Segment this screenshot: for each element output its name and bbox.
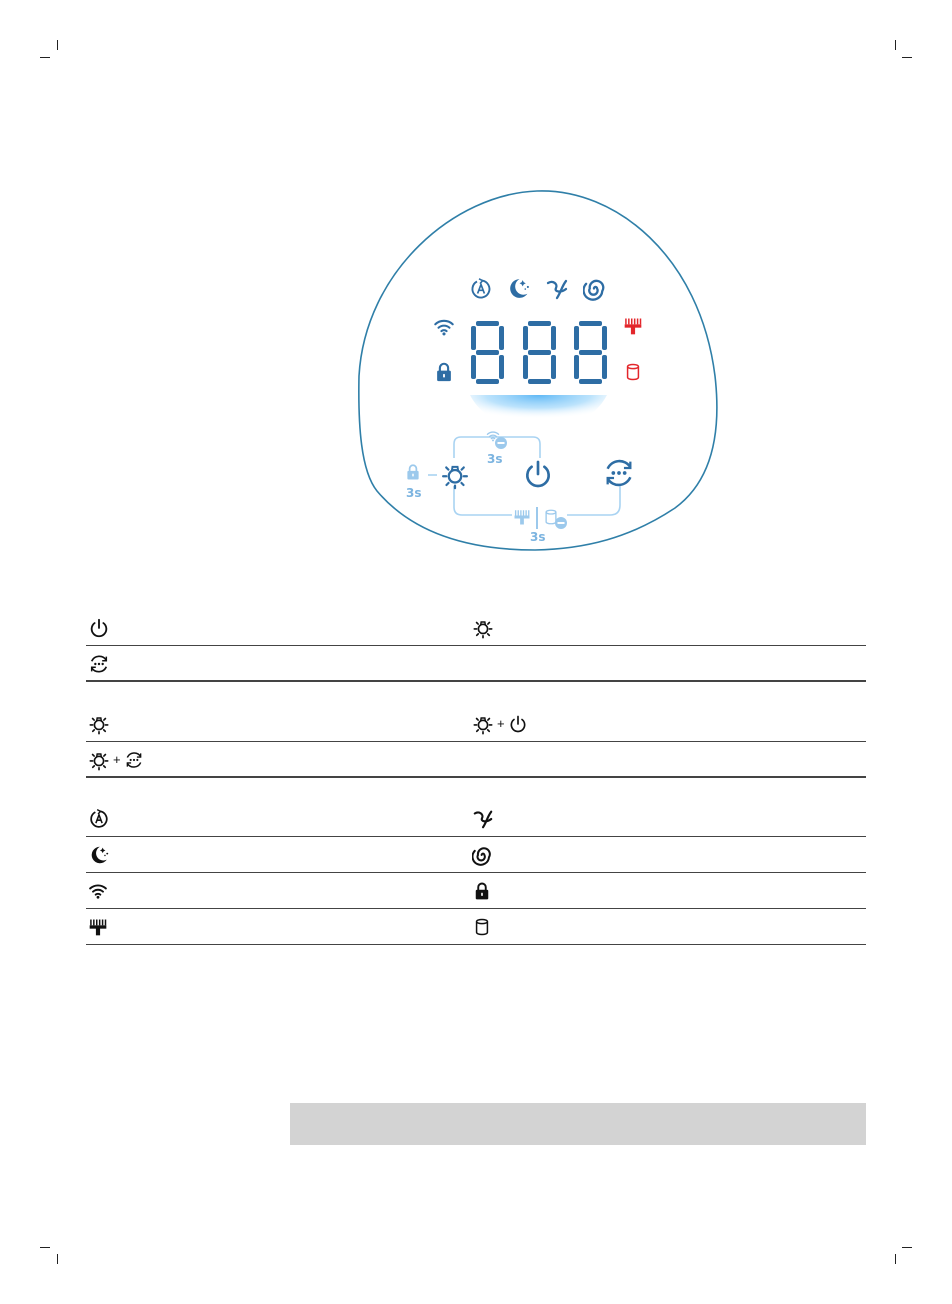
power-button-icon[interactable] bbox=[527, 462, 548, 486]
note-box bbox=[290, 1103, 866, 1145]
filter-clean-icon bbox=[88, 909, 108, 944]
digit-1 bbox=[471, 321, 504, 384]
power-icon bbox=[88, 610, 110, 645]
icon-table-group-3 bbox=[86, 801, 866, 945]
air-quality-light-glow bbox=[470, 395, 607, 429]
group-3-top-rule bbox=[86, 776, 866, 777]
light-plus-power-icon bbox=[472, 706, 528, 741]
crop-mark-bottom-left-h bbox=[40, 1247, 50, 1248]
table-row bbox=[86, 706, 866, 742]
auto-mode-icon bbox=[88, 801, 110, 836]
lock-indicator-icon bbox=[437, 364, 451, 381]
crop-mark-bottom-right-h bbox=[902, 1247, 912, 1248]
wifi-indicator-icon bbox=[435, 321, 452, 336]
crop-mark-top-left-h bbox=[40, 57, 50, 58]
filter-replace-icon bbox=[472, 909, 492, 944]
table-row bbox=[86, 909, 866, 945]
control-panel-illustration bbox=[355, 186, 720, 558]
button-combination-lines bbox=[428, 437, 620, 515]
plus-sign: + bbox=[497, 716, 505, 731]
allergen-mode-icon bbox=[472, 837, 494, 872]
wifi-icon bbox=[88, 873, 108, 908]
control-panel-svg bbox=[355, 186, 720, 558]
group-2-top-rule bbox=[86, 680, 866, 681]
table-row bbox=[86, 646, 866, 682]
icon-table-group-1 bbox=[86, 610, 866, 682]
filter-clean-indicator-icon bbox=[625, 319, 642, 335]
child-lock-small-icon bbox=[407, 465, 418, 479]
sleep-mode-indicator-icon bbox=[510, 279, 529, 298]
light-plus-mode-icon bbox=[88, 742, 144, 777]
sleep-mode-icon bbox=[88, 837, 110, 872]
wifi-reset-hold-label: 3s bbox=[487, 452, 503, 466]
icon-table-group-2 bbox=[86, 706, 866, 778]
filter-replace-indicator-icon bbox=[628, 365, 639, 380]
filter-reset-icon bbox=[515, 507, 568, 529]
wifi-reset-icon bbox=[487, 432, 507, 449]
digit-3 bbox=[574, 321, 607, 384]
allergen-mode-indicator-icon bbox=[584, 281, 604, 300]
mode-button-icon[interactable] bbox=[608, 461, 631, 485]
crop-mark-bottom-left-v bbox=[57, 1254, 58, 1264]
light-button-icon[interactable] bbox=[443, 467, 467, 488]
crop-mark-top-left-v bbox=[57, 40, 58, 50]
auto-mode-indicator-icon bbox=[472, 279, 489, 298]
turbo-mode-indicator-icon bbox=[548, 281, 566, 298]
turbo-mode-icon bbox=[472, 801, 494, 836]
crop-mark-top-right-h bbox=[902, 57, 912, 58]
table-row bbox=[86, 873, 866, 909]
crop-mark-bottom-right-v bbox=[895, 1254, 896, 1264]
crop-mark-top-right-v bbox=[895, 40, 896, 50]
table-row bbox=[86, 742, 866, 778]
table-row bbox=[86, 610, 866, 646]
lock-icon bbox=[472, 873, 492, 908]
light-icon bbox=[88, 706, 110, 741]
child-lock-hold-label: 3s bbox=[406, 486, 422, 500]
table-row bbox=[86, 801, 866, 837]
mode-icon bbox=[88, 646, 110, 681]
digit-2 bbox=[523, 321, 556, 384]
plus-sign: + bbox=[113, 752, 121, 767]
filter-reset-hold-label: 3s bbox=[530, 530, 546, 544]
seven-segment-display bbox=[471, 321, 607, 384]
light-icon bbox=[472, 610, 494, 645]
table-row bbox=[86, 837, 866, 873]
